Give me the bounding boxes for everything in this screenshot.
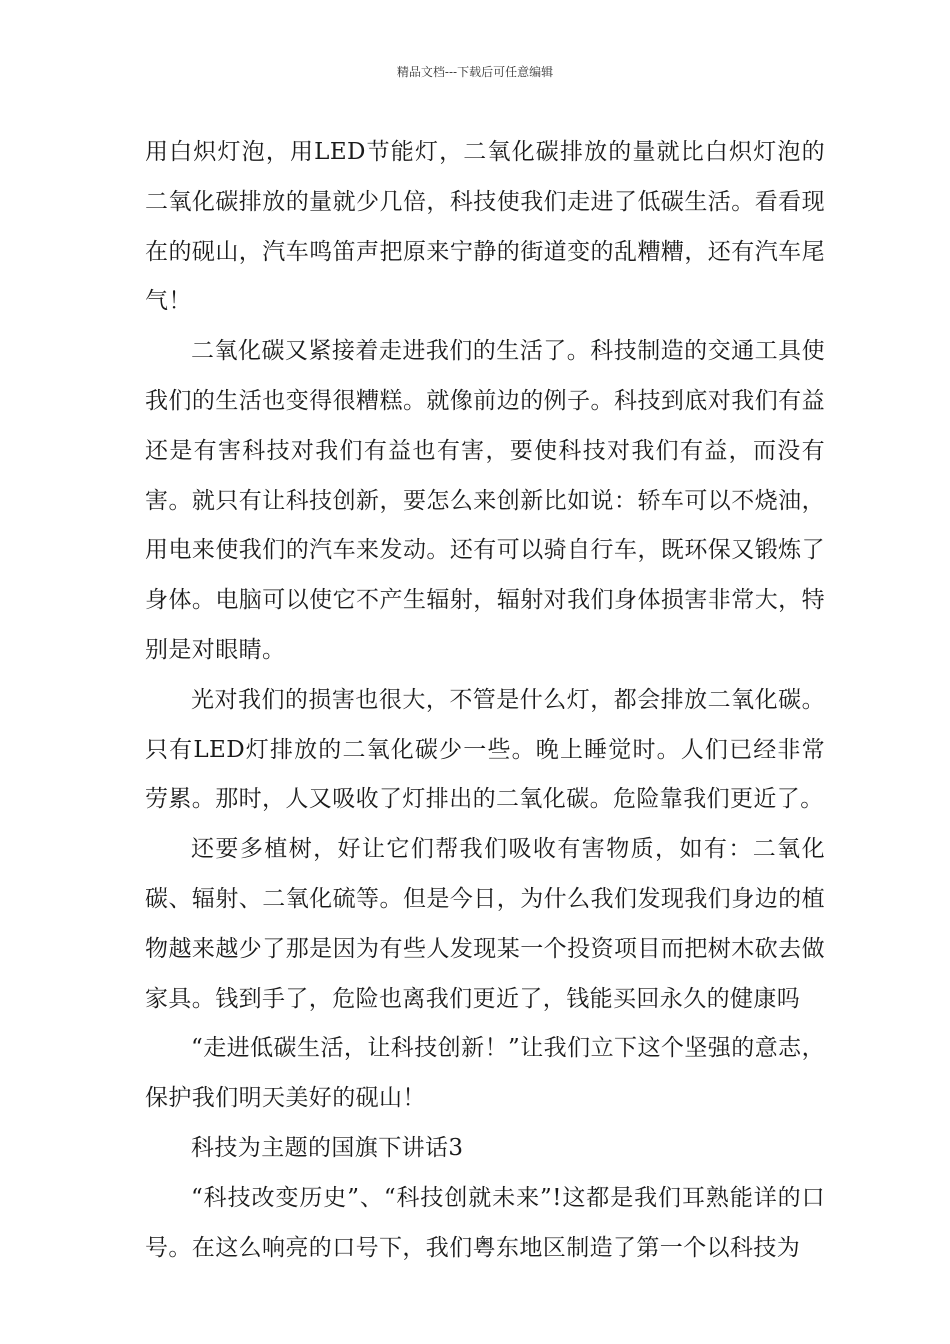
paragraph-4: 还要多植树，好让它们帮我们吸收有害物质，如有：二氧化碳、辐射、二氧化硫等。但是今日，为什么我们发现我们身边的植物越来越少了那是因为有些人发现某一个投资项目而把树木砍去做家具。钱到手了，危险也离我们更近了，钱能买回永久的健康吗 [145,836,825,1012]
paragraph-2: 二氧化碳又紧接着走进我们的生活了。科技制造的交通工具使我们的生活也变得很糟糕。就像前边的例子。科技到底对我们有益还是有害科技对我们有益也有害，要使科技对我们有益，而没有害。就只有让科技创新，要怎么来创新比如说：轿车可以不烧油，用电来使我们的汽车来发动。还有可以骑自行车，既环保又锻炼了身体。电脑可以使它不产生辐射，辐射对我们身体损害非常大，特别是对眼睛。 [145,338,825,663]
paragraph-7: “科技改变历史”、“科技创就未来”!这都是我们耳熟能详的口号。在这么响亮的口号下，我们粤东地区制造了第一个以科技为 [145,1184,825,1261]
paragraph-1: 用白炽灯泡，用LED节能灯，二氧化碳排放的量就比白炽灯泡的二氧化碳排放的量就少几倍，科技使我们走进了低碳生活。看看现在的砚山，汽车鸣笛声把原来宁静的街道变的乱糟糟，还有汽车尾气！ [145,139,825,315]
page-header: 精品文档---下载后可任意编辑 [396,65,554,79]
paragraph-5: “走进低碳生活，让科技创新！”让我们立下这个坚强的意志，保护我们明天美好的砚山！ [145,1035,825,1112]
paragraph-3: 光对我们的损害也很大，不管是什么灯，都会排放二氧化碳。只有LED灯排放的二氧化碳少一些。晚上睡觉时。人们已经非常劳累。那时，人又吸收了灯排出的二氧化碳。危险靠我们更近了。 [145,686,825,813]
section-heading: 科技为主题的国旗下讲话3 [191,1134,464,1161]
document-body [145,128,825,1273]
